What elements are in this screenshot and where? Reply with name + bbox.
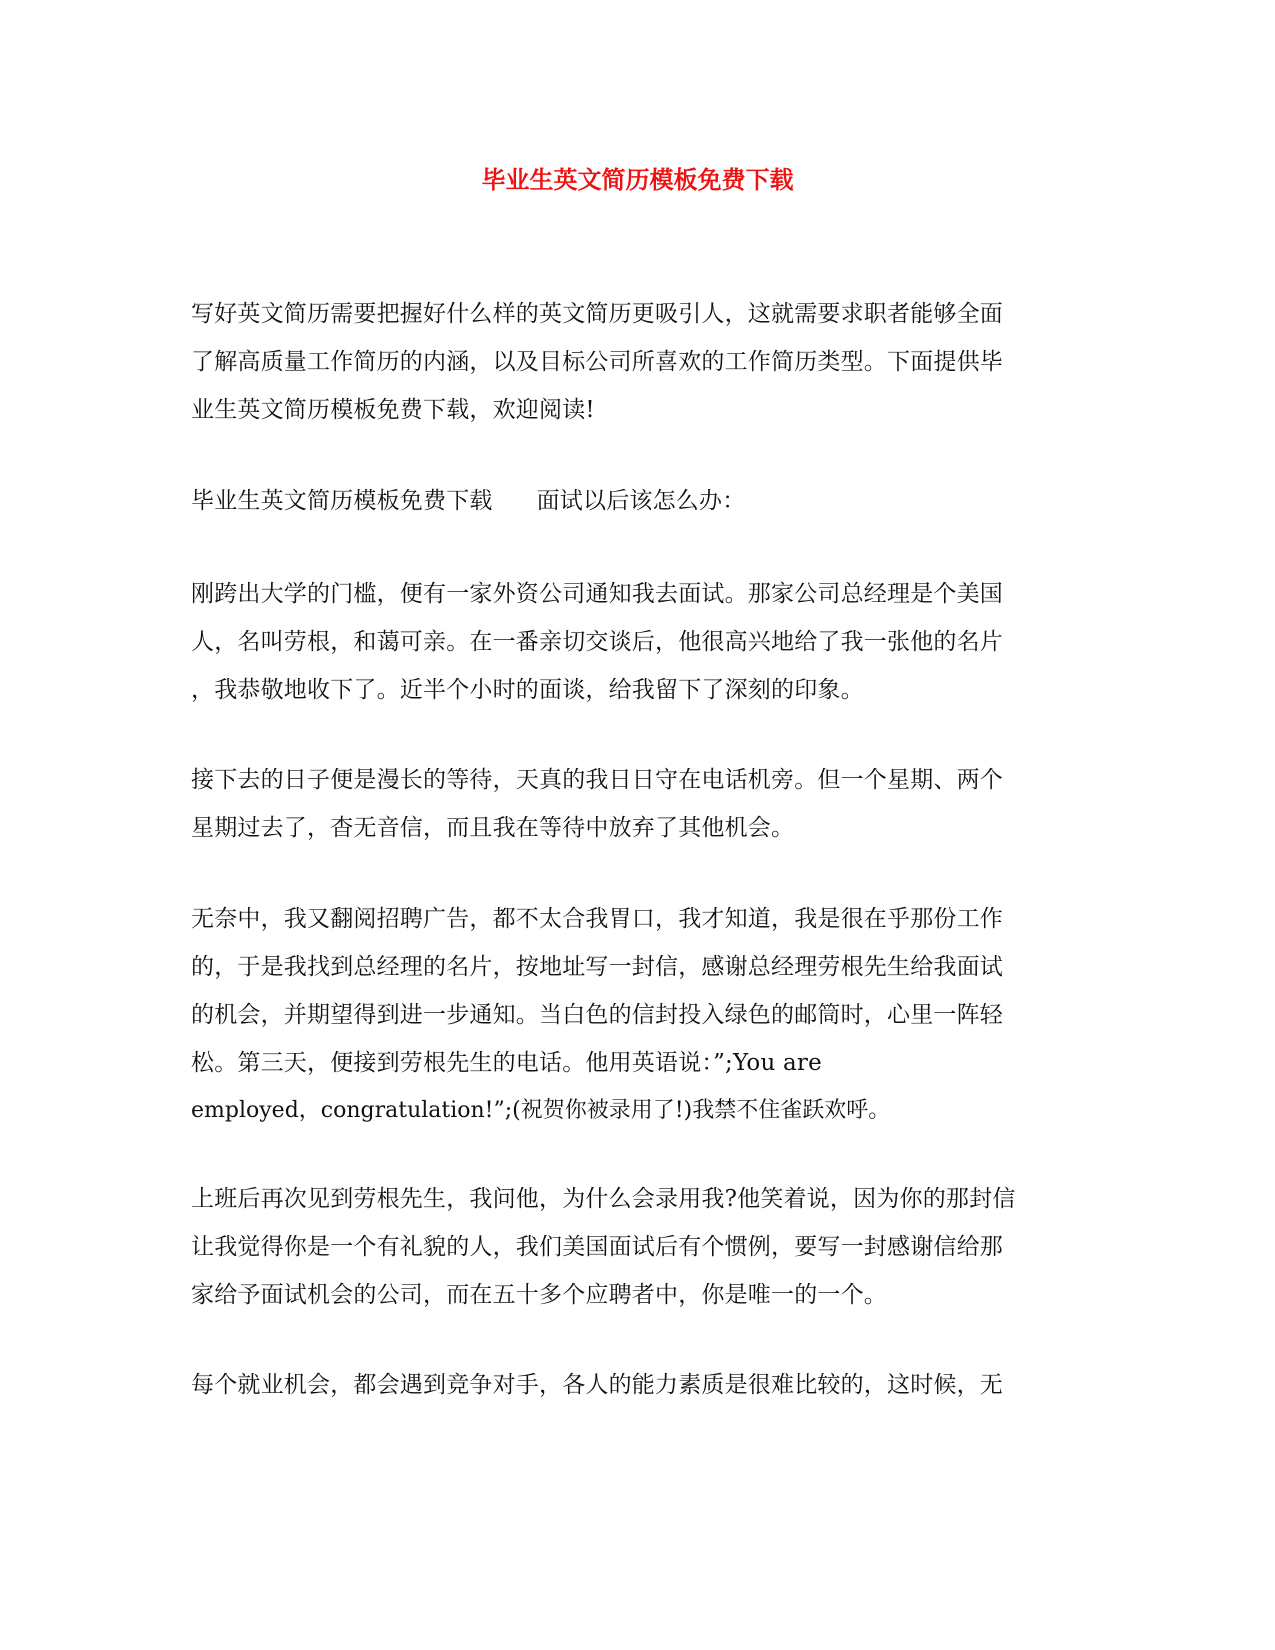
paragraph-line: ，我恭敬地收下了。近半个小时的面谈，给我留下了深刻的印象。: [191, 677, 864, 703]
paragraph-line: 让我觉得你是一个有礼貌的人，我们美国面试后有个惯例，要写一封感谢信给那: [191, 1234, 1003, 1260]
paragraph-line: 了解高质量工作简历的内涵，以及目标公司所喜欢的工作简历类型。下面提供毕: [191, 349, 1003, 375]
paragraph-line: 家给予面试机会的公司，而在五十多个应聘者中，你是唯一的一个。: [191, 1282, 887, 1308]
paragraph-line: 松。第三天，便接到劳根先生的电话。他用英语说：”;You are: [191, 1050, 822, 1076]
section-heading-left: 毕业生英文简历模板免费下载: [191, 488, 493, 514]
paragraph-line: 每个就业机会，都会遇到竞争对手，各人的能力素质是很难比较的，这时候，无: [191, 1372, 1003, 1398]
paragraph-waiting: [191, 756, 1081, 852]
paragraph-intro: [191, 290, 1081, 434]
paragraph-line: 无奈中，我又翻阅招聘广告，都不太合我胃口，我才知道，我是很在乎那份工作: [191, 906, 1003, 932]
paragraph-interview: [191, 570, 1081, 714]
paragraph-line: 的机会，并期望得到进一步通知。当白色的信封投入绿色的邮筒时，心里一阵轻: [191, 1002, 1003, 1028]
paragraph-reason: [191, 1175, 1081, 1319]
paragraph-letter: [191, 895, 1081, 1135]
paragraph-line: 人，名叫劳根，和蔼可亲。在一番亲切交谈后，他很高兴地给了我一张他的名片: [191, 629, 1003, 655]
paragraph-line: 刚跨出大学的门槛，便有一家外资公司通知我去面试。那家公司总经理是个美国: [191, 581, 1003, 607]
section-heading: [191, 477, 1081, 525]
paragraph-line: 星期过去了，杳无音信，而且我在等待中放弃了其他机会。: [191, 815, 795, 841]
document-title: 毕业生英文简历模板免费下载: [481, 166, 794, 194]
paragraph-line: 上班后再次见到劳根先生，我问他，为什么会录用我?他笑着说，因为你的那封信: [191, 1186, 1016, 1212]
paragraph-line: 接下去的日子便是漫长的等待，天真的我日日守在电话机旁。但一个星期、两个: [191, 767, 1003, 793]
paragraph-line: 的，于是我找到总经理的名片，按地址写一封信，感谢总经理劳根先生给我面试: [191, 954, 1003, 980]
paragraph-competition: [191, 1361, 1081, 1409]
paragraph-line: employed，congratulation!”;(祝贺你被录用了!)我禁不住雀跃欢呼。: [191, 1098, 891, 1123]
paragraph-line: 写好英文简历需要把握好什么样的英文简历更吸引人，这就需要求职者能够全面: [191, 301, 1003, 327]
section-heading-line: [191, 477, 1081, 525]
section-heading-right: 面试以后该怎么办：: [536, 488, 746, 514]
paragraph-line: 业生英文简历模板免费下载，欢迎阅读!: [191, 397, 595, 423]
